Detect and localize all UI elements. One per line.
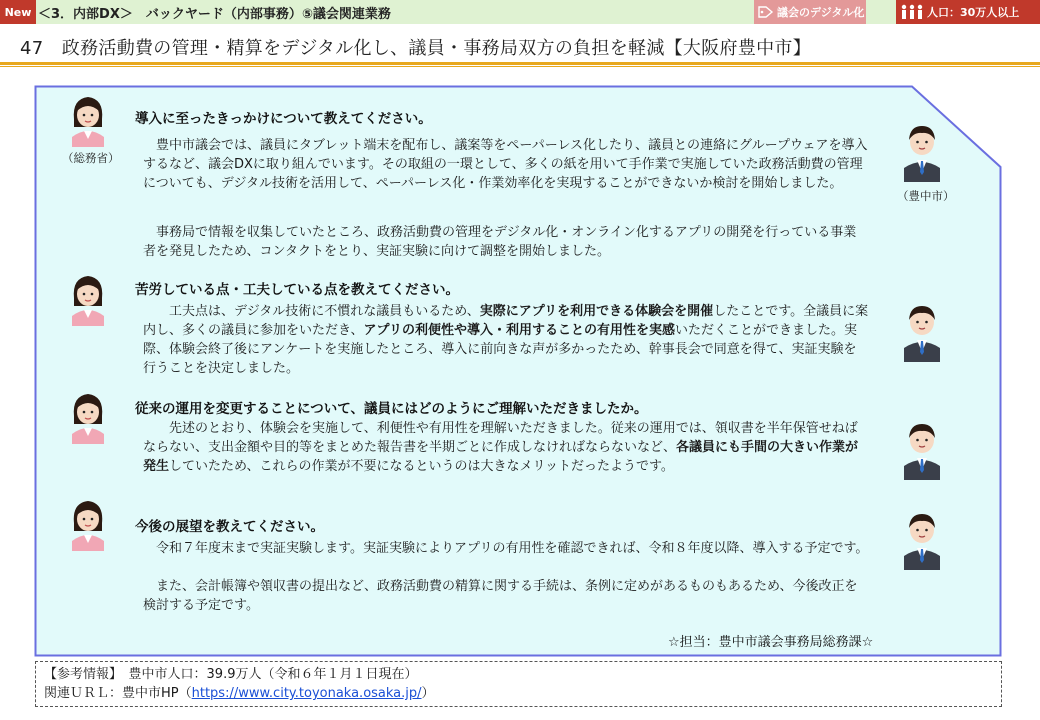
answer-4-paragraph-1: 令和７年度末まで実証実験します。実証実験によりアプリの有用性を確認できれば、令和８年度以降、導入する予定です。 (156, 541, 869, 556)
answer-2-text: 工夫点は、デジタル技術に不慣れな議員もいるため、 (169, 304, 480, 319)
reference-line-1 (44, 665, 993, 684)
answer-3 (143, 419, 869, 476)
tag-population (896, 0, 1040, 24)
question-1: 導入に至ったきっかけについて教えてください。 (135, 111, 432, 127)
reference-url-label: 関連ＵＲＬ：豊中市HP（ (44, 686, 192, 701)
new-badge: New (0, 0, 36, 24)
question-4: 今後の展望を教えてください。 (135, 519, 324, 535)
answer-3-highlight: 各議員にも手間の大きい作業が発生 (143, 440, 859, 474)
right-speaker-caption: （豊中市） (897, 189, 955, 203)
answer-2-highlight: アプリの利便性や導入・利用することの有用性を実感 (363, 323, 675, 338)
reference-population: 豊中市人口：39.9万人（令和６年１月１日現在） (128, 667, 418, 682)
answer-3-text: 先述のとおり、体験会を実施して、利便性や有用性を理解いただきました。従来の運用では、領収書を半年保管せねばならない、支出金額や目的等をまとめた報告書を半期ごとに作成しなければならないなど、 (143, 421, 858, 455)
answer-1-paragraph-1: 豊中市議会では、議員にタブレット端末を配布し、議案等をペーパーレス化したり、議員との連絡にグループウェアを導入するなど、議会DXに取り組んでいます。その取組の一環として、多くの紙を用いて手作業で実施していた政務活動費の管理についても、デジタル技術を活用して、ペーパーレス化・作業効率化を実現することができないか検討を開始しました。 (143, 138, 868, 191)
contact-note: ☆担当：豊中市議会事務局総務課☆ (668, 635, 874, 650)
tag-council-dx-label: 議会のデジタル化 (777, 6, 865, 19)
reference-url-close: ） (421, 686, 435, 701)
answer-2-highlight: 実際にアプリを利用できる体験会を開催 (479, 304, 714, 319)
woman-speaker-icon (66, 93, 110, 147)
answer-2 (143, 302, 869, 378)
woman-speaker-icon (66, 497, 110, 551)
man-speaker-icon (900, 122, 944, 182)
tag-icon (758, 5, 774, 19)
man-speaker-icon (900, 420, 944, 480)
question-3: 従来の運用を変更することについて、議員にはどのようにご理解いただきましたか。 (135, 401, 648, 417)
title-divider-thin (0, 66, 1040, 67)
answer-3-text: していたため、これらの作業が不要になるというのは大きなメリットだったようです。 (169, 459, 674, 474)
answer-2-text: いただくことができました。実際、体験会終了後にアンケートを実施したところ、導入に前向きな声が多かったため、幹事長会で同意を得て、実証実験を行うことを決定しました。 (143, 323, 857, 376)
reference-label: 【参考情報】 (44, 667, 116, 682)
city-homepage-link[interactable]: https://www.city.toyonaka.osaka.jp/ (191, 686, 422, 701)
tag-council-dx (754, 0, 866, 24)
woman-speaker-icon (66, 272, 110, 326)
page-title: 47 政務活動費の管理・精算をデジタル化し、議員・事務局双方の負担を軽減【大阪府豊中市】 (20, 38, 812, 59)
man-speaker-icon (900, 510, 944, 570)
people-icon (900, 4, 924, 20)
left-speaker-caption: （総務省） (62, 151, 120, 165)
title-divider (0, 62, 1040, 65)
answer-4-paragraph-2: また、会計帳簿や領収書の提出など、政務活動費の精算に関する手続は、条例に定めがあるものもあるため、今後改正を検討する予定です。 (143, 579, 858, 613)
breadcrumb: ＜3．内部DX＞ バックヤード（内部事務）⑤議会関連業務 (38, 7, 391, 22)
man-speaker-icon (900, 302, 944, 362)
answer-2-text: したことです。全議員に案内し、多くの議員に参加をいただき、 (143, 304, 869, 338)
reference-box (35, 661, 1002, 707)
tag-population-label: 人口：30万人以上 (927, 6, 1020, 19)
answer-1-paragraph-2: 事務局で情報を収集していたところ、政務活動費の管理をデジタル化・オンライン化するアプリの開発を行っている事業者を発見したため、コンタクトをとり、実証実験に向けて調整を開始しました。 (143, 225, 857, 259)
woman-speaker-icon (66, 390, 110, 444)
reference-line-2 (44, 684, 993, 703)
question-2: 苦労している点・工夫している点を教えてください。 (135, 282, 459, 298)
